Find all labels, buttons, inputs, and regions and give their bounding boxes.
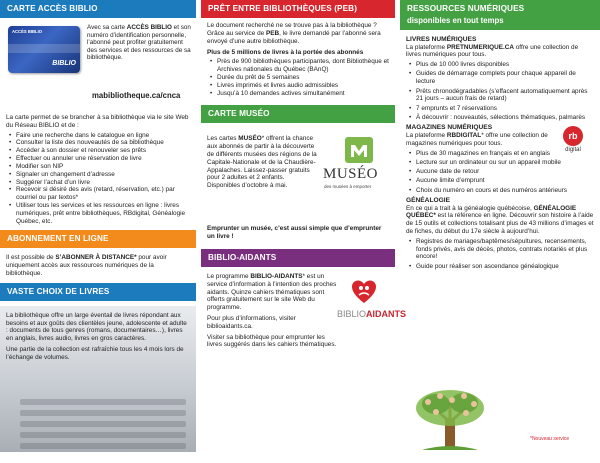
header-carte-museo: CARTE MUSÉO	[201, 105, 395, 123]
list-item: • Prêts chronodégradables (s’effacent automatiquement après 21 jours – aucun frais de retard)	[406, 88, 594, 104]
list-item: • Effectuer ou annuler une réservation de livre	[6, 155, 190, 163]
list-item: • Faire une recherche dans le catalogue en ligne	[6, 132, 190, 140]
list-item: • Jusqu’à 10 demandes actives simultanément	[207, 90, 389, 98]
livres-title: LIVRES NUMÉRIQUES	[406, 35, 477, 43]
list-item: • Registres de mariages/baptêmes/sépultures, recensements, fonds privés, avis de décès, photos, contrats notariés et plus encore!	[406, 238, 594, 261]
list-item: • Plus de 30 magazines en français et en anglais	[406, 150, 594, 158]
column-carte-acces	[0, 0, 196, 463]
list-item: • Modifier son NIP	[6, 163, 190, 171]
list-item: • Suggérer l’achat d’un livre	[6, 179, 190, 187]
museo-section	[201, 129, 395, 223]
list-item: • Livres imprimés et livres audio admissibles	[207, 82, 389, 90]
card-logo: BIBLIO	[52, 60, 76, 68]
list-item: • Lecture sur un ordinateur ou sur un appareil mobile	[406, 159, 594, 167]
list-item: • Consulter la liste des nouveautés de sa bibliothèque	[6, 139, 190, 147]
list-item: • Choix du numéro en cours et des numéros antérieurs	[406, 187, 594, 195]
header-ressources: RESSOURCES NUMÉRIQUES	[400, 0, 600, 16]
genealogie-list	[406, 238, 594, 271]
museo-logo-tagline: des musées à emporter	[324, 184, 372, 190]
bib-logo-text: BIBLIOAIDANTS	[337, 308, 407, 319]
carte-body	[0, 114, 196, 225]
museo-symbol-icon	[343, 135, 375, 165]
genealogie-title: GÉNÉALOGIE	[406, 196, 450, 204]
abonnement-text: Il est possible de S’ABONNER À DISTANCE* pour avoir uniquement accès aux ressources numériques de la bibliothèque.	[6, 254, 167, 277]
header-abonnement: ABONNEMENT EN LIGNE	[0, 230, 196, 248]
rb-label: digital	[565, 146, 581, 153]
museo-logo	[321, 135, 393, 199]
vaste-section	[0, 306, 196, 452]
book-pages-background-image	[0, 394, 196, 452]
vaste-paragraph-1: La bibliothèque offre un large éventail de livres répondant aux besoins et aux goûts des clientèles jeune, adolescente et adulte : documents de tous genres (romans, documentaires…), livres en anglais, livres audio, livres en gros caractères.	[6, 311, 187, 343]
header-vaste-choix: VASTE CHOIX DE LIVRES	[0, 283, 196, 301]
list-item: • Guides de démarrage complets pour chaque appareil de lecture	[406, 70, 594, 86]
acces-biblio-card-image	[8, 26, 80, 73]
list-item: • Aucune date de retour	[406, 168, 594, 176]
list-item: • À découvrir : nouveautés, sélections thématiques, palmarès	[406, 114, 594, 122]
magazines-section	[406, 124, 594, 195]
bib-text-2: Pour plus d’informations, visiter biblioaidants.ca.	[207, 315, 296, 330]
livres-intro: La plateforme PRETNUMERIQUE.CA offre une collection de livres numériques pour tous.	[406, 43, 579, 59]
biblio-aidants-logo	[335, 279, 407, 329]
livres-list	[406, 61, 594, 122]
card-label: ACCÈS BIBLIO	[12, 29, 43, 34]
magazines-intro: La plateforme RBDIGITAL* offre une collection de magazines numériques pour tous.	[406, 131, 548, 147]
rb-icon: rb	[563, 126, 583, 146]
list-item: • Aucune limite d’emprunt	[406, 177, 594, 185]
list-item: • Signaler un changement d’adresse	[6, 171, 190, 179]
list-item: • Près de 900 bibliothèques participantes, dont Bibliothèque et Archives nationales du Québec (BAnQ)	[207, 58, 389, 74]
carte-intro: La carte permet de se brancher à sa bibliothèque via le site Web du Réseau BIBLIO et de :	[6, 114, 189, 129]
nouveau-service-note: *Nouveau service	[530, 436, 570, 442]
peb-list	[207, 58, 389, 97]
biblio-aidants-section	[201, 267, 407, 391]
card-section	[0, 18, 196, 110]
list-item: • 7 emprunts et 7 réservations	[406, 105, 594, 113]
list-item: • Accéder à son dossier et renouveler ses prêts	[6, 147, 190, 155]
magazines-list	[406, 150, 594, 195]
header-peb: PRÊT ENTRE BIBLIOTHÈQUES (PEB)	[201, 0, 395, 18]
bib-text-1: Le programme BIBLIO-AIDANTS* est un service d’information à l’intention des proches aidants. Quinze cahiers thématiques sont offerts gratuitement sur le site Web du programme.	[207, 272, 337, 312]
list-item: • Recevoir si désiré des avis (retard, réservation, etc.) par courriel ou par textos*	[6, 186, 190, 202]
carte-list	[6, 132, 190, 226]
museo-slogan: Emprunter un musée, c’est aussi simple que d’emprunter un livre !	[207, 225, 382, 241]
list-item: • Plus de 10 000 livres disponibles	[406, 61, 594, 69]
list-item: • Utiliser tous les services et les ressources en ligne : livres numériques, prêt entre bibliothèques, RBdigital, Généalogie Québec, etc.	[6, 202, 190, 225]
list-item: • Durée du prêt de 5 semaines	[207, 74, 389, 82]
magazines-title: MAGAZINES NUMÉRIQUES	[406, 123, 493, 131]
list-item: • Guide pour réaliser son ascendance généalogique	[406, 263, 594, 271]
family-tree-illustration	[412, 388, 488, 452]
peb-subtitle: Plus de 5 millions de livres à la portée des abonnés	[207, 49, 364, 57]
museo-text: Les cartes MUSÉO* offrent la chance aux abonnés de partir à la découverte de différents musées des régions de la Capitale-Nationale et de la Chaudière-Appalaches. Laissez-passer gratuits pour 2 adultes et 2 enfants. Disponibles d’octobre à mai.	[207, 135, 317, 190]
genealogie-intro: En ce qui a trait à la généalogie québécoise, GÉNÉALOGIE QUÉBEC* est la référence en ligne. Découvrir son histoire à l’aide de 15 outils et collections totalisant plus de 43 millions d’images et de fiches, du début du 17e siècle à aujourd’hui.	[406, 204, 594, 236]
header-carte-acces: CARTE ACCÈS BIBLIO	[0, 0, 196, 18]
bib-text-3: Visiter sa bibliothèque pour emprunter les livres suggérés dans les cahiers thématiques.	[207, 333, 337, 349]
subheader-ressources: disponibles en tout temps	[400, 16, 600, 30]
card-url[interactable]: mabibliotheque.ca/cnca	[92, 91, 181, 100]
peb-intro: Le document recherché ne se trouve pas à la bibliothèque ? Grâce au service de PEB, le livre demandé par l’abonné sera envoyé d’une autre bibliothèque.	[207, 22, 381, 45]
museo-logo-name: MUSÉO	[323, 166, 379, 183]
vaste-paragraph-2: Une partie de la collection est rafraîchie tous les 4 mois lors de l’échange de volumes.	[6, 346, 184, 361]
header-biblio-aidants: BIBLIO-AIDANTS	[201, 249, 395, 267]
card-description: Avec sa carte ACCÈS BIBLIO et son numéro d’identification personnelle, l’abonné peut profiter gratuitement des services et des ressources de sa bibliothèque.	[87, 24, 191, 62]
heart-people-icon	[351, 279, 377, 305]
column-peb	[201, 0, 407, 463]
